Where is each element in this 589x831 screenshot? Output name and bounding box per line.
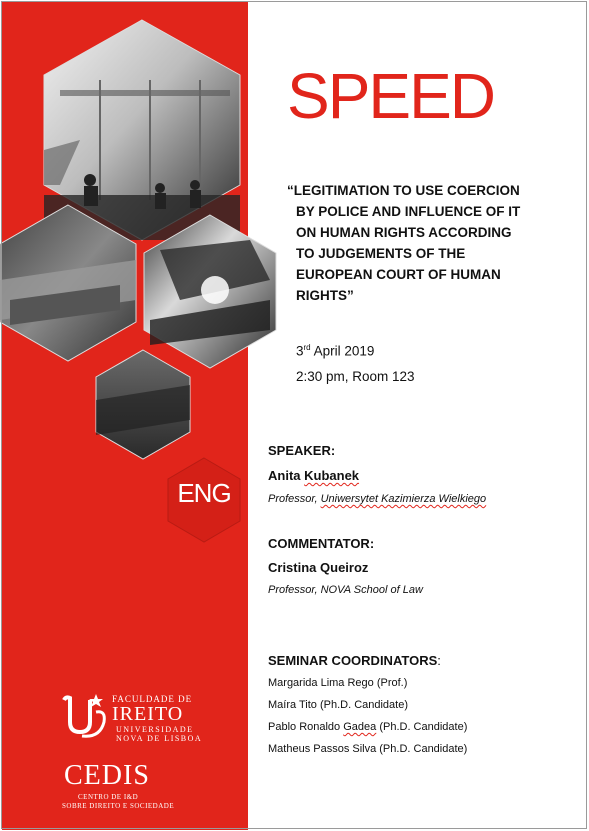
coordinators-heading-text: SEMINAR COORDINATORS (268, 653, 438, 668)
hex-photo-bottom (96, 350, 190, 459)
title-line: “LEGITIMATION TO USE COERCION (287, 183, 520, 198)
commentator-name: Cristina Queiroz (268, 560, 369, 575)
speaker-first-name: Anita (268, 468, 305, 483)
date-suffix: rd (303, 343, 311, 352)
coordinator-text: Matheus Passos Silva (Ph.D. Candidate) (268, 743, 468, 755)
cedis-logo: CEDIS (64, 760, 150, 791)
talk-title (287, 180, 567, 306)
title-line: RIGHTS” (296, 288, 354, 303)
title-line: TO JUDGEMENTS OF THE (296, 246, 466, 261)
faculdade-line4: NOVA DE LISBOA (116, 734, 203, 743)
faculdade-line1: FACULDADE DE (112, 694, 193, 704)
coordinator-text: Pablo Ronaldo (268, 721, 344, 733)
faculdade-line3: UNIVERSIDADE (116, 725, 194, 734)
hexagon-photo-collage (0, 0, 300, 560)
coordinator-item (268, 721, 467, 733)
faculdade-line2: IREITO (112, 703, 184, 725)
coordinator-text: Maíra Tito (Ph.D. Candidate) (268, 699, 409, 711)
title-line: ON HUMAN RIGHTS ACCORDING (296, 225, 512, 240)
commentator-heading: COMMENTATOR: (268, 536, 375, 551)
coordinator-item (268, 677, 407, 689)
event-time-room: 2:30 pm, Room 123 (296, 369, 415, 384)
coordinators-heading (268, 653, 441, 668)
commentator-role: Professor, NOVA School of Law (268, 584, 423, 596)
coordinator-item (268, 699, 408, 711)
title-line: BY POLICE AND INFLUENCE OF IT (296, 204, 521, 219)
title-line: EUROPEAN COURT OF HUMAN (296, 267, 501, 282)
date-month-year: April 2019 (310, 343, 375, 359)
coordinator-surname: Gadea (343, 721, 377, 733)
language-badge: ENG (177, 478, 231, 508)
speaker-role-title: Professor, (268, 493, 321, 505)
coordinator-status: (Ph.D. Candidate) (376, 721, 468, 733)
faculdade-emblem-icon (60, 692, 112, 740)
speaker-name (268, 468, 359, 483)
cedis-subtitle-1: CENTRO DE I&D (78, 793, 139, 801)
coordinator-item (268, 743, 467, 755)
coordinators-heading-colon: : (437, 653, 441, 668)
coordinator-text: Margarida Lima Rego (Prof.) (268, 677, 408, 689)
hex-photo-large (44, 20, 240, 240)
cedis-subtitle-2: SOBRE DIREITO E SOCIEDADE (62, 802, 175, 810)
event-date (296, 343, 374, 359)
speaker-institution: Uniwersytet Kazimierza Wielkiego (320, 493, 487, 505)
speed-logo: SPEED (287, 60, 494, 132)
speaker-role (268, 493, 486, 505)
speaker-heading: SPEAKER: (268, 443, 336, 458)
faculdade-direito-logo (60, 690, 203, 750)
date-day: 3 (296, 343, 304, 359)
speaker-last-name: Kubanek (304, 468, 360, 483)
